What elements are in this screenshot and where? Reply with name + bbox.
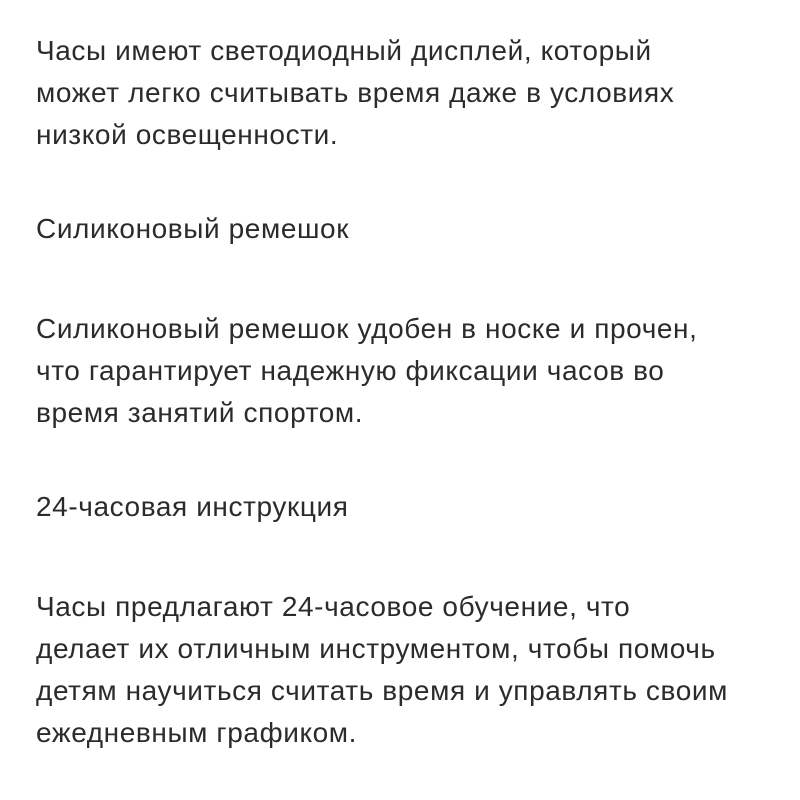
heading-line: 24-часовая инструкция: [36, 491, 349, 522]
heading-line: Силиконовый ремешок: [36, 213, 350, 244]
text-line: низкой освещенности.: [36, 119, 339, 150]
heading-24-hour-instruction: [36, 486, 770, 528]
text-line: Часы имеют светодиодный дисплей, который: [36, 35, 652, 66]
heading-silicone-strap: [36, 208, 770, 250]
text-line: что гарантирует надежную фиксации часов во: [36, 355, 665, 386]
text-line: может легко считывать время даже в условиях: [36, 77, 675, 108]
text-line: Часы предлагают 24-часовое обучение, что: [36, 591, 631, 622]
paragraph-led-display: [36, 30, 770, 156]
text-line: детям научиться считать время и управлять своим: [36, 675, 728, 706]
paragraph-silicone-strap: [36, 308, 770, 434]
text-line: Силиконовый ремешок удобен в носке и прочен,: [36, 313, 698, 344]
text-line: время занятий спортом.: [36, 397, 364, 428]
text-line: делает их отличным инструментом, чтобы помочь: [36, 633, 716, 664]
paragraph-24-hour-training: [36, 586, 770, 754]
text-line: ежедневным графиком.: [36, 717, 358, 748]
